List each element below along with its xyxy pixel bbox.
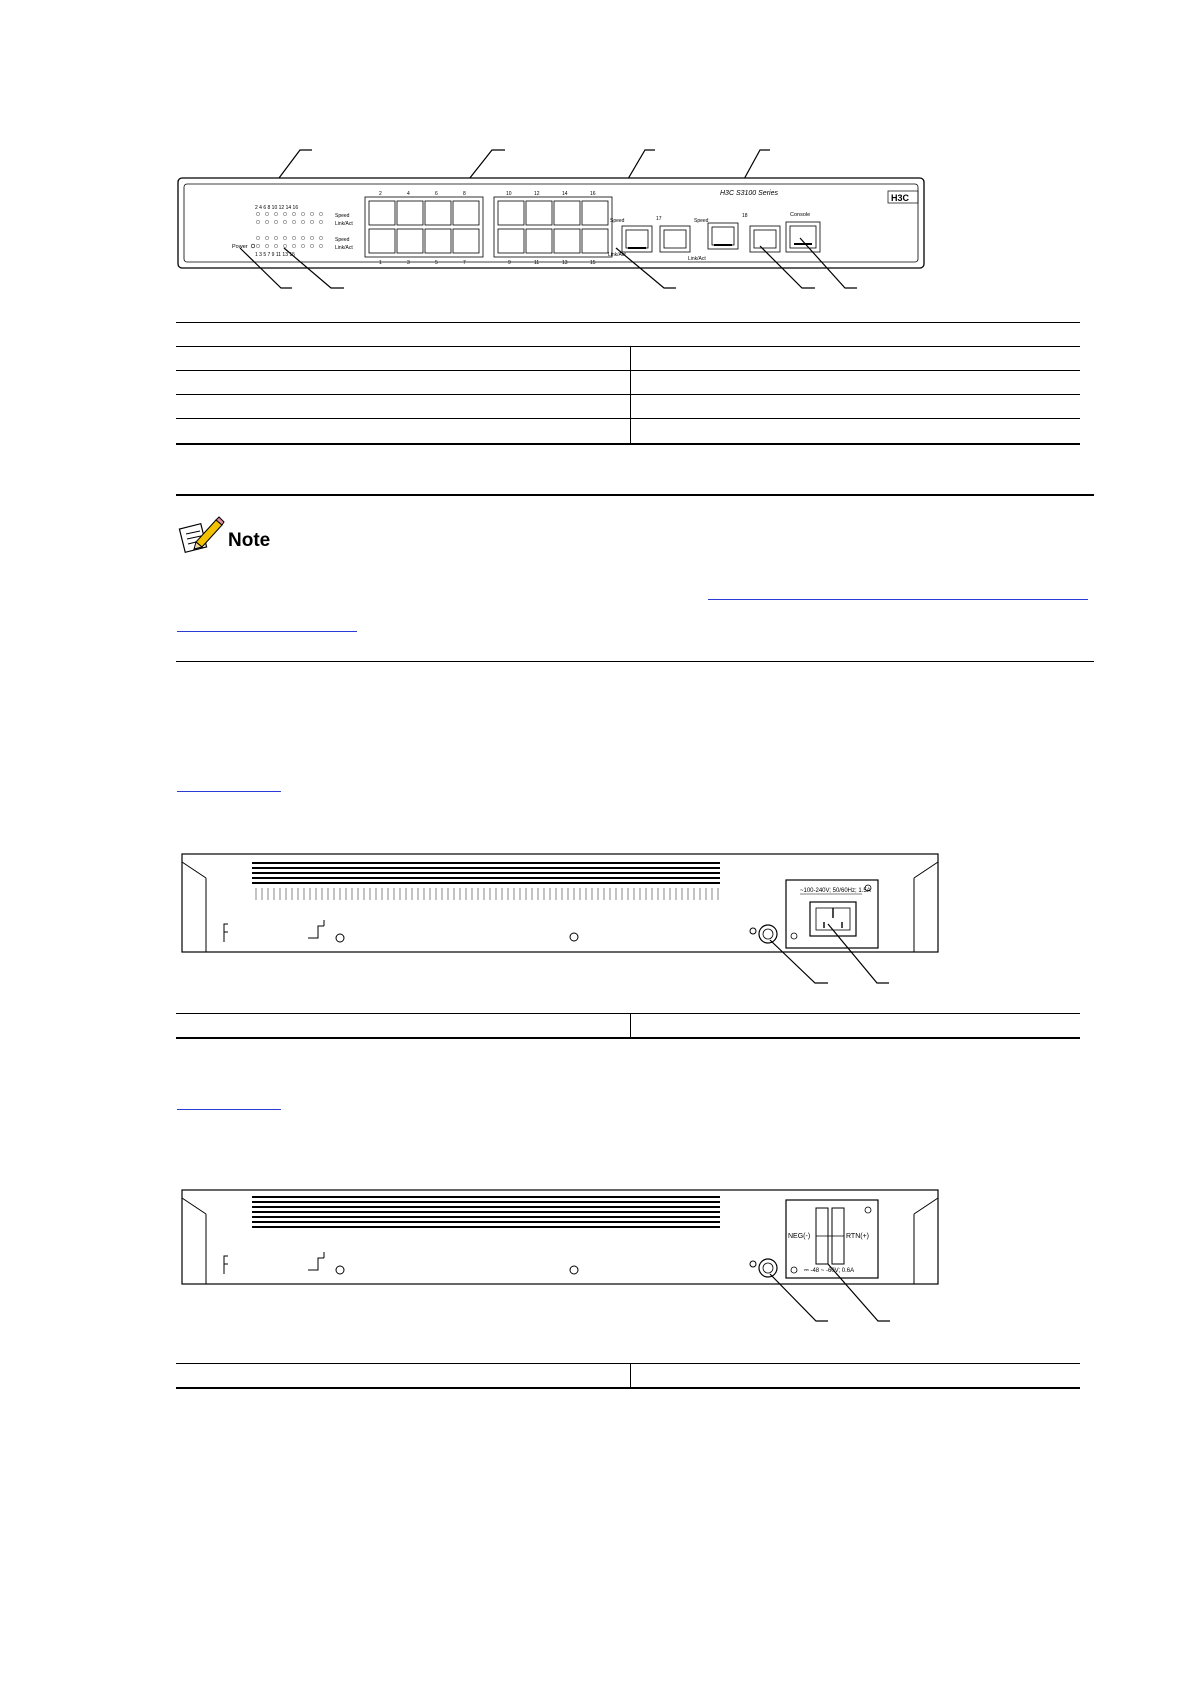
note-bottom-rule [176, 661, 1094, 662]
brand-label: H3C S3100 Series [720, 190, 778, 197]
table1-row-line [176, 346, 1080, 347]
sfp17-linkact-label: Link/Act [608, 252, 626, 258]
sfp18-speed-label: Speed [694, 218, 709, 224]
sfp18-linkact-label: Link/Act [688, 256, 706, 262]
table2-column-separator [630, 1013, 631, 1037]
table3-column-separator [630, 1363, 631, 1387]
ground-screw [759, 925, 777, 943]
svg-text:9: 9 [508, 260, 511, 266]
svg-text:5: 5 [435, 260, 438, 266]
note-title: Note [228, 530, 271, 551]
led-top-numbers: 2 4 6 8 10 12 14 16 [255, 205, 299, 211]
table1-row-line [176, 370, 1080, 371]
dc-rtn-label: RTN(+) [846, 1233, 870, 1240]
svg-text:15: 15 [590, 260, 596, 266]
ac-power-rating: ~100-240V; 50/60Hz; 1.5A [800, 888, 871, 894]
table3-bottom-border [176, 1387, 1080, 1389]
pencil-note-icon [176, 516, 226, 556]
table1-row-line [176, 418, 1080, 419]
svg-text:H3C: H3C [891, 193, 910, 203]
rear-panel-dc-figure [176, 1184, 946, 1344]
ground-screw-dc [759, 1259, 777, 1277]
svg-text:4: 4 [407, 191, 410, 197]
led-label-speed-1: Speed [335, 213, 350, 219]
table1-bottom-border [176, 443, 1080, 445]
console-label: Console [790, 212, 811, 218]
table2-top-border [176, 1013, 1080, 1014]
svg-text:12: 12 [534, 191, 540, 197]
sfp17-speed-label: Speed [610, 218, 625, 224]
led-label-speed-2: Speed [335, 237, 350, 243]
note-link-underline-2[interactable] [177, 631, 357, 632]
svg-text:6: 6 [435, 191, 438, 197]
figure-link-underline-2[interactable] [177, 1109, 281, 1110]
note-link-underline[interactable] [708, 599, 1088, 600]
led-label-linkact-1: Link/Act [335, 221, 353, 227]
svg-text:2: 2 [379, 191, 382, 197]
table1-row-line [176, 394, 1080, 395]
front-panel-figure [160, 140, 940, 315]
svg-text:3: 3 [407, 260, 410, 266]
power-led-label: Power [232, 244, 248, 250]
dc-neg-label: NEG(-) [788, 1233, 811, 1240]
svg-text:11: 11 [534, 260, 540, 266]
figure-link-underline-1[interactable] [177, 791, 281, 792]
svg-text:16: 16 [590, 191, 596, 197]
sfp-group-17-label: 17 [656, 216, 662, 222]
svg-text:1: 1 [379, 260, 382, 266]
led-label-linkact-2: Link/Act [335, 245, 353, 251]
table3-top-border [176, 1363, 1080, 1364]
note-top-rule [176, 494, 1094, 496]
table1-column-separator [630, 346, 631, 443]
svg-text:7: 7 [463, 260, 466, 266]
rear-panel-ac-figure [176, 848, 946, 1008]
table1-top-border [176, 322, 1080, 323]
svg-text:14: 14 [562, 191, 568, 197]
table2-bottom-border [176, 1037, 1080, 1039]
led-bottom-numbers: 1 3 5 7 9 11 13 15 [255, 252, 295, 258]
dc-power-rating: ⎓ -48 ~ -60V; 0.6A [804, 1268, 855, 1274]
svg-text:10: 10 [506, 191, 512, 197]
svg-text:13: 13 [562, 260, 568, 266]
svg-text:8: 8 [463, 191, 466, 197]
sfp-group-18-label: 18 [742, 213, 748, 219]
